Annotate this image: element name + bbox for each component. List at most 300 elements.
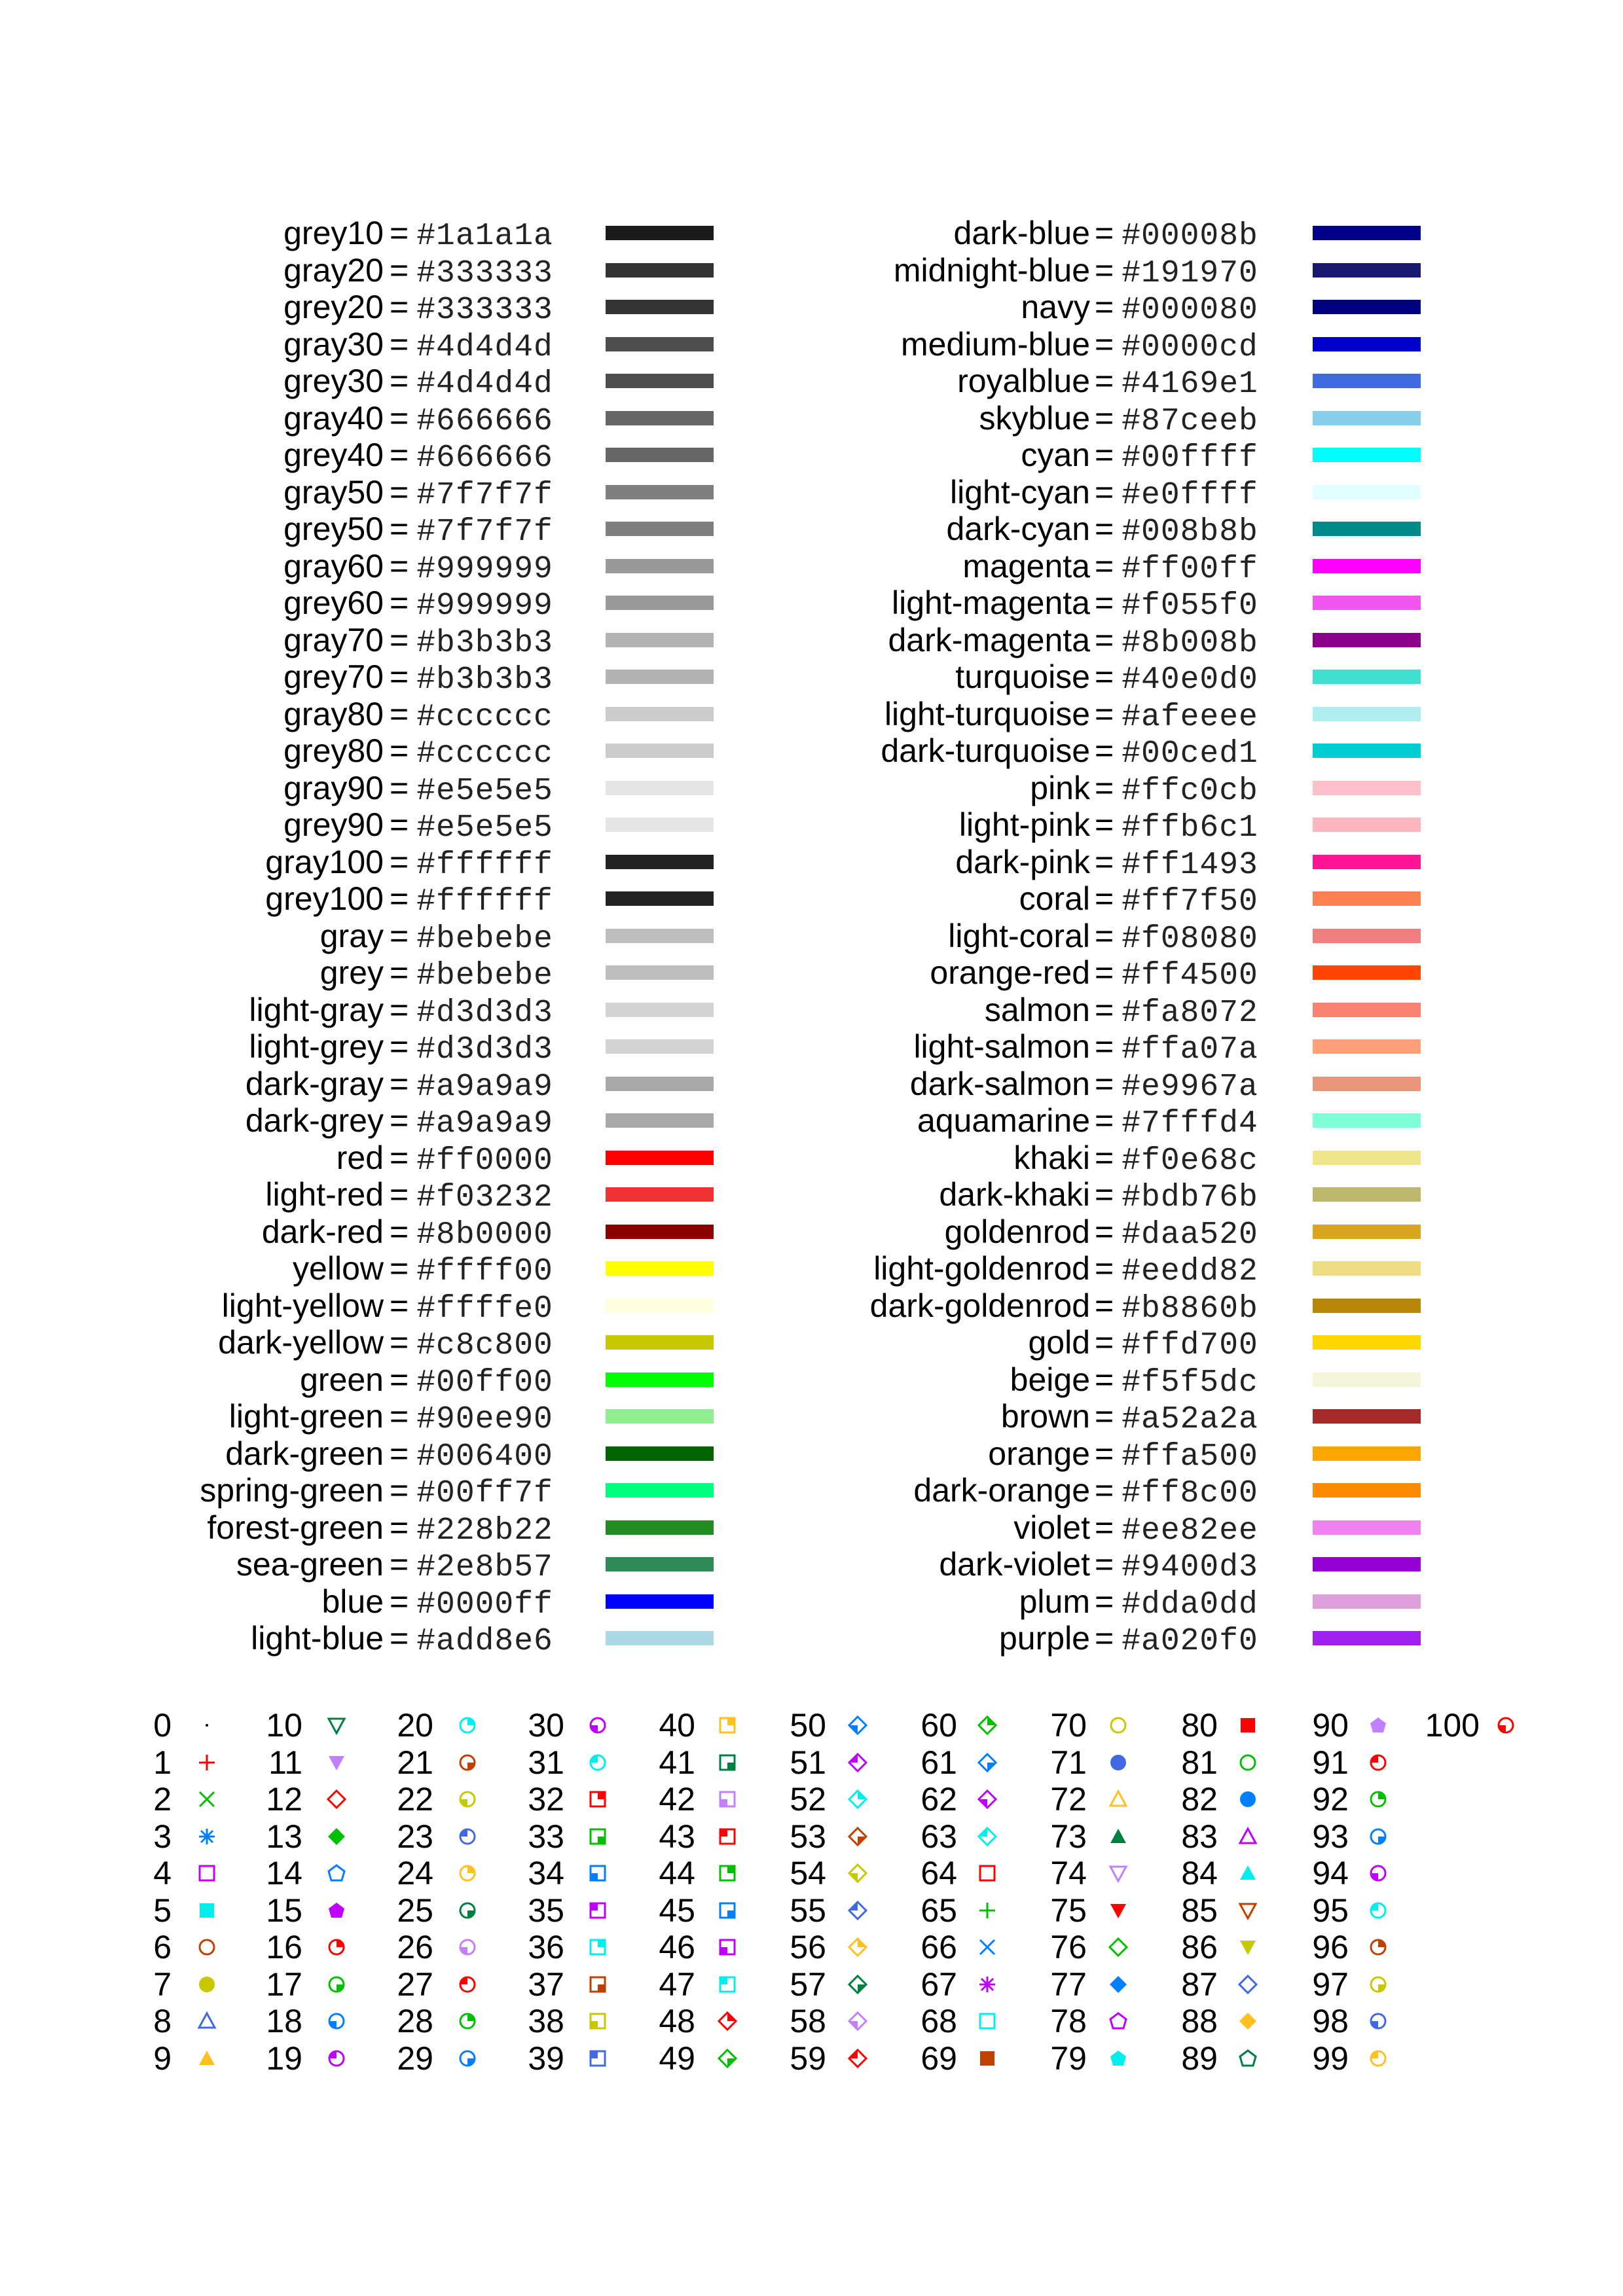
color-hex-group xyxy=(1095,1583,1258,1623)
point-type-number: 33 xyxy=(528,1818,564,1855)
point-type-number: 21 xyxy=(397,1744,433,1781)
point-type-number: 6 xyxy=(153,1929,172,1965)
point-type-number: 11 xyxy=(268,1744,302,1781)
color-hex-value: #4d4d4d xyxy=(416,367,553,402)
point-type-number: 79 xyxy=(1050,2039,1087,2077)
point-type-symbol xyxy=(1365,1860,1391,1886)
point-type-number: 31 xyxy=(528,1744,564,1781)
point-type-number: 34 xyxy=(528,1855,564,1892)
color-hex-group xyxy=(1095,732,1258,772)
color-hex-value: #00ced1 xyxy=(1122,736,1258,772)
color-swatch xyxy=(1313,263,1421,278)
point-type-number: 66 xyxy=(921,1929,957,1965)
color-name: dark-yellow xyxy=(218,1324,384,1361)
color-entry xyxy=(0,954,1623,994)
point-type-number: 71 xyxy=(1050,1744,1087,1781)
equals-sign: = xyxy=(390,1509,409,1546)
equals-sign: = xyxy=(390,1398,409,1435)
equals-sign: = xyxy=(390,215,409,251)
point-type-symbol xyxy=(1365,1786,1391,1812)
point-type-number: 3 xyxy=(153,1818,172,1855)
color-hex-value: #ffffe0 xyxy=(416,1291,553,1327)
color-swatch xyxy=(1313,1003,1421,1017)
equals-sign: = xyxy=(390,1324,409,1361)
color-name: dark-red xyxy=(261,1213,384,1250)
color-name: light-coral xyxy=(948,917,1090,954)
color-hex-group xyxy=(1095,658,1258,698)
color-name: grey40 xyxy=(283,437,384,473)
color-name: turquoise xyxy=(955,658,1090,695)
color-hex-value: #228b22 xyxy=(416,1513,553,1549)
color-entry xyxy=(0,1583,1623,1623)
color-hex-value: #e0ffff xyxy=(1122,477,1258,513)
color-name: pink xyxy=(1030,769,1090,806)
equals-sign: = xyxy=(390,1546,409,1583)
color-swatch xyxy=(1313,374,1421,388)
color-name: grey60 xyxy=(283,584,384,621)
color-hex-value: #ffffff xyxy=(416,884,553,920)
color-hex-value: #7f7f7f xyxy=(416,477,553,513)
color-name: sea-green xyxy=(236,1546,384,1583)
color-name: gray80 xyxy=(283,695,384,732)
point-type-entry xyxy=(0,1707,1623,1744)
color-entry xyxy=(0,511,1623,550)
color-hex-group xyxy=(1095,1066,1258,1105)
color-name: light-red xyxy=(265,1176,384,1213)
color-swatch xyxy=(1313,1225,1421,1239)
point-type-number: 82 xyxy=(1181,1781,1218,1818)
equals-sign: = xyxy=(1095,584,1114,621)
point-type-number: 67 xyxy=(921,1965,957,2003)
point-type-number: 78 xyxy=(1050,2003,1087,2039)
color-hex-value: #8b008b xyxy=(1122,625,1258,661)
point-type-number: 63 xyxy=(921,1818,957,1855)
point-type-number: 52 xyxy=(790,1781,826,1818)
color-hex-group xyxy=(1095,1509,1258,1549)
equals-sign: = xyxy=(1095,658,1114,695)
color-entry xyxy=(0,400,1623,437)
point-type-symbol xyxy=(1365,2045,1391,2072)
color-hex-group xyxy=(1095,289,1258,329)
color-hex-value: #333333 xyxy=(416,255,553,291)
color-hex-value: #8b0000 xyxy=(416,1217,553,1253)
color-name: light-gray xyxy=(249,991,384,1028)
point-type-number: 93 xyxy=(1312,1818,1349,1855)
color-name: dark-blue xyxy=(953,215,1090,251)
equals-sign: = xyxy=(390,1139,409,1176)
color-name: grey70 xyxy=(283,658,384,695)
equals-sign: = xyxy=(390,1620,409,1657)
color-hex-value: #333333 xyxy=(416,293,553,328)
color-name: light-blue xyxy=(251,1620,384,1657)
color-swatch xyxy=(1313,1299,1421,1313)
equals-sign: = xyxy=(1095,399,1114,437)
color-entry xyxy=(0,363,1623,402)
equals-sign: = xyxy=(390,1435,409,1472)
color-hex-value: #bdb76b xyxy=(1122,1180,1258,1215)
color-hex-group xyxy=(1095,511,1258,550)
point-type-symbol xyxy=(1493,1712,1519,1738)
color-hex-value: #4d4d4d xyxy=(416,329,553,365)
color-name: midnight-blue xyxy=(893,251,1090,289)
color-swatch xyxy=(1313,1113,1421,1128)
color-name: grey90 xyxy=(283,806,384,843)
color-name: dark-grey xyxy=(245,1102,384,1139)
color-hex-group xyxy=(1095,954,1258,994)
color-hex-value: #a9a9a9 xyxy=(416,1106,553,1141)
equals-sign: = xyxy=(390,473,409,511)
color-swatch xyxy=(1313,1335,1421,1350)
color-hex-value: #0000ff xyxy=(416,1587,553,1623)
color-hex-group xyxy=(1095,437,1258,476)
point-type-number: 29 xyxy=(397,2039,433,2077)
equals-sign: = xyxy=(390,1287,409,1324)
color-name: gold xyxy=(1028,1324,1090,1361)
point-type-number: 85 xyxy=(1181,1892,1218,1929)
equals-sign: = xyxy=(390,991,409,1028)
color-name: salmon xyxy=(984,991,1090,1028)
point-type-number: 50 xyxy=(790,1707,826,1744)
point-type-symbol xyxy=(1365,1749,1391,1776)
color-name: gray50 xyxy=(283,473,384,511)
color-name: light-green xyxy=(228,1398,384,1435)
color-name: violet xyxy=(1013,1509,1090,1546)
color-hex-value: #87ceeb xyxy=(1122,403,1258,439)
point-type-number: 65 xyxy=(921,1892,957,1929)
point-type-entry xyxy=(0,1855,1623,1892)
color-name: gray90 xyxy=(283,769,384,806)
color-hex-value: #00ff7f xyxy=(416,1476,553,1511)
color-name: medium-blue xyxy=(900,325,1090,363)
point-type-number: 39 xyxy=(528,2039,564,2077)
point-type-number: 36 xyxy=(528,1929,564,1965)
equals-sign: = xyxy=(390,1102,409,1139)
point-type-entry xyxy=(0,1781,1623,1818)
color-hex-value: #b3b3b3 xyxy=(416,625,553,661)
equals-sign: = xyxy=(1095,325,1114,363)
point-type-number: 30 xyxy=(528,1707,564,1744)
color-hex-value: #b3b3b3 xyxy=(416,662,553,698)
color-name: dark-turquoise xyxy=(881,732,1090,769)
point-type-number: 24 xyxy=(397,1855,433,1892)
color-name: light-grey xyxy=(249,1028,384,1065)
color-name: grey20 xyxy=(283,289,384,325)
color-hex-value: #ff00ff xyxy=(1122,551,1258,587)
color-hex-value: #ffff00 xyxy=(416,1254,553,1289)
point-type-number: 45 xyxy=(659,1892,695,1929)
color-entry xyxy=(0,1065,1623,1105)
equals-sign: = xyxy=(1095,1583,1114,1620)
color-name: spring-green xyxy=(200,1472,384,1509)
point-type-number: 9 xyxy=(153,2039,172,2077)
point-type-number: 74 xyxy=(1050,1855,1087,1892)
color-swatch xyxy=(1313,1446,1421,1461)
equals-sign: = xyxy=(390,1176,409,1213)
point-type-number: 81 xyxy=(1181,1744,1218,1781)
color-hex-value: #00ff00 xyxy=(416,1365,553,1401)
equals-sign: = xyxy=(1095,1250,1114,1287)
color-name: grey100 xyxy=(265,880,384,917)
color-name: gray xyxy=(319,917,384,954)
color-hex-value: #999999 xyxy=(416,588,553,624)
point-type-number: 40 xyxy=(659,1707,695,1744)
point-type-number: 28 xyxy=(397,2003,433,2039)
equals-sign: = xyxy=(1095,880,1114,917)
equals-sign: = xyxy=(1095,769,1114,806)
color-entry xyxy=(0,732,1623,772)
color-hex-group xyxy=(1095,918,1258,958)
color-hex-value: #a52a2a xyxy=(1122,1402,1258,1437)
color-hex-value: #666666 xyxy=(416,403,553,439)
point-type-number: 32 xyxy=(528,1781,564,1818)
equals-sign: = xyxy=(1095,215,1114,251)
color-name: royalblue xyxy=(957,363,1090,399)
point-type-number: 95 xyxy=(1312,1892,1349,1929)
color-hex-value: #fa8072 xyxy=(1122,995,1258,1031)
color-name: light-yellow xyxy=(221,1287,384,1324)
point-type-number: 37 xyxy=(528,1965,564,2003)
color-entry xyxy=(0,1324,1623,1361)
color-hex-group xyxy=(1095,1102,1258,1142)
point-type-number: 27 xyxy=(397,1965,433,2003)
point-type-number: 53 xyxy=(790,1818,826,1855)
color-entry xyxy=(0,474,1623,511)
point-type-entry xyxy=(0,2003,1623,2039)
point-type-number: 4 xyxy=(153,1855,172,1892)
point-type-number: 14 xyxy=(266,1855,302,1892)
color-hex-value: #1a1a1a xyxy=(416,219,553,254)
equals-sign: = xyxy=(1095,806,1114,843)
point-type-number: 77 xyxy=(1050,1965,1087,2003)
equals-sign: = xyxy=(1095,621,1114,658)
color-name: grey50 xyxy=(283,511,384,547)
color-name: purple xyxy=(999,1620,1090,1657)
color-name: gray70 xyxy=(283,621,384,658)
color-name: blue xyxy=(321,1583,384,1620)
color-swatch xyxy=(1313,1187,1421,1202)
color-hex-value: #006400 xyxy=(416,1439,553,1475)
color-swatch xyxy=(1313,485,1421,499)
point-type-number: 83 xyxy=(1181,1818,1218,1855)
color-entry xyxy=(0,917,1623,957)
point-type-number: 80 xyxy=(1181,1707,1218,1744)
color-entry xyxy=(0,326,1623,363)
color-hex-value: #2e8b57 xyxy=(416,1550,553,1585)
color-hex-value: #ff7f50 xyxy=(1122,884,1258,920)
color-hex-value: #a020f0 xyxy=(1122,1624,1258,1659)
equals-sign: = xyxy=(1095,1176,1114,1213)
color-hex-value: #f5f5dc xyxy=(1122,1365,1258,1401)
color-name: grey xyxy=(319,954,384,991)
color-hex-group xyxy=(1095,770,1258,810)
point-type-number: 38 xyxy=(528,2003,564,2039)
color-swatch xyxy=(1313,1594,1421,1609)
color-hex-value: #e5e5e5 xyxy=(416,773,553,809)
point-type-symbol xyxy=(1365,1897,1391,1924)
color-swatch xyxy=(1313,1261,1421,1276)
color-hex-group xyxy=(1095,1324,1258,1364)
color-hex-group xyxy=(1095,252,1258,292)
point-type-number: 99 xyxy=(1312,2039,1349,2077)
equals-sign: = xyxy=(390,880,409,917)
point-type-number: 5 xyxy=(153,1892,172,1929)
point-type-number: 26 xyxy=(397,1929,433,1965)
color-hex-group xyxy=(1095,548,1258,588)
point-type-number: 17 xyxy=(266,1965,302,2003)
equals-sign: = xyxy=(390,1583,409,1620)
point-type-number: 44 xyxy=(659,1855,695,1892)
point-type-number: 90 xyxy=(1312,1707,1349,1744)
point-type-entry xyxy=(0,1966,1623,2003)
point-type-number: 58 xyxy=(790,2003,826,2039)
color-entry xyxy=(0,289,1623,328)
point-type-number: 19 xyxy=(266,2039,302,2077)
color-name: dark-gray xyxy=(245,1065,384,1102)
equals-sign: = xyxy=(1095,251,1114,289)
color-hex-group xyxy=(1095,1620,1258,1660)
point-type-number: 68 xyxy=(921,2003,957,2039)
color-hex-group xyxy=(1095,806,1258,846)
color-name: red xyxy=(336,1139,384,1176)
point-type-number: 7 xyxy=(153,1965,172,2003)
equals-sign: = xyxy=(1095,437,1114,473)
color-entry xyxy=(0,806,1623,846)
color-hex-group xyxy=(1095,584,1258,624)
point-type-number: 98 xyxy=(1312,2003,1349,2039)
color-hex-value: #bebebe xyxy=(416,958,553,994)
equals-sign: = xyxy=(1095,991,1114,1028)
equals-sign: = xyxy=(1095,695,1114,732)
point-type-number: 55 xyxy=(790,1892,826,1929)
color-hex-value: #ffb6c1 xyxy=(1122,810,1258,846)
color-name: navy xyxy=(1021,289,1090,325)
color-hex-value: #daa520 xyxy=(1122,1217,1258,1253)
equals-sign: = xyxy=(1095,1287,1114,1324)
equals-sign: = xyxy=(390,584,409,621)
color-swatch xyxy=(1313,1039,1421,1054)
color-hex-group xyxy=(1095,400,1258,440)
point-type-number: 97 xyxy=(1312,1965,1349,2003)
point-type-number: 92 xyxy=(1312,1781,1349,1818)
color-entry xyxy=(0,843,1623,883)
color-swatch xyxy=(1313,670,1421,684)
equals-sign: = xyxy=(1095,473,1114,511)
color-hex-value: #e9967a xyxy=(1122,1069,1258,1105)
color-hex-value: #ff1493 xyxy=(1122,847,1258,883)
color-hex-group xyxy=(1095,474,1258,514)
color-hex-group xyxy=(1095,844,1258,884)
point-type-entry xyxy=(0,2040,1623,2077)
point-type-number: 94 xyxy=(1312,1855,1349,1892)
point-type-number: 23 xyxy=(397,1818,433,1855)
color-hex-value: #ff0000 xyxy=(416,1143,553,1179)
color-hex-value: #cccccc xyxy=(416,736,553,772)
equals-sign: = xyxy=(390,1213,409,1250)
point-type-number: 48 xyxy=(659,2003,695,2039)
color-hex-group xyxy=(1095,1250,1258,1290)
equals-sign: = xyxy=(390,1028,409,1065)
color-hex-value: #7fffd4 xyxy=(1122,1106,1258,1141)
color-name: goldenrod xyxy=(944,1213,1090,1250)
equals-sign: = xyxy=(390,399,409,437)
color-hex-value: #f055f0 xyxy=(1122,588,1258,624)
color-entry xyxy=(0,584,1623,624)
color-name: orange xyxy=(988,1435,1090,1472)
equals-sign: = xyxy=(1095,511,1114,547)
point-type-number: 96 xyxy=(1312,1929,1349,1965)
color-name: dark-orange xyxy=(913,1472,1090,1509)
color-name: gray20 xyxy=(283,251,384,289)
color-hex-group xyxy=(1095,1546,1258,1586)
color-swatch xyxy=(1313,1409,1421,1424)
equals-sign: = xyxy=(390,289,409,325)
point-type-number: 73 xyxy=(1050,1818,1087,1855)
point-type-symbol xyxy=(1365,2008,1391,2034)
color-entry xyxy=(0,991,1623,1031)
color-swatch xyxy=(1313,337,1421,351)
equals-sign: = xyxy=(390,325,409,363)
color-name: gray30 xyxy=(283,325,384,363)
equals-sign: = xyxy=(1095,917,1114,954)
color-hex-value: #afeeee xyxy=(1122,699,1258,735)
color-entry xyxy=(0,1546,1623,1583)
color-swatch xyxy=(1313,1151,1421,1165)
color-name: light-cyan xyxy=(950,473,1090,511)
color-name: dark-goldenrod xyxy=(869,1287,1090,1324)
point-type-number: 41 xyxy=(659,1744,695,1781)
equals-sign: = xyxy=(1095,1324,1114,1361)
color-name: grey80 xyxy=(283,732,384,769)
point-type-number: 13 xyxy=(266,1818,302,1855)
color-swatch xyxy=(1313,559,1421,573)
color-hex-group xyxy=(1095,1287,1258,1327)
point-type-number: 35 xyxy=(528,1892,564,1929)
color-swatch xyxy=(1313,855,1421,869)
color-hex-value: #40e0d0 xyxy=(1122,662,1258,698)
color-entry xyxy=(0,880,1623,920)
color-swatch xyxy=(1313,929,1421,943)
point-type-number: 86 xyxy=(1181,1929,1218,1965)
color-hex-value: #7f7f7f xyxy=(416,514,553,550)
equals-sign: = xyxy=(1095,1509,1114,1546)
point-type-number: 22 xyxy=(397,1781,433,1818)
color-hex-value: #d3d3d3 xyxy=(416,995,553,1031)
color-name: gray60 xyxy=(283,547,384,584)
color-hex-value: #4169e1 xyxy=(1122,367,1258,402)
equals-sign: = xyxy=(1095,1213,1114,1250)
equals-sign: = xyxy=(390,695,409,732)
color-entry xyxy=(0,621,1623,661)
color-hex-group xyxy=(1095,363,1258,403)
point-type-number: 12 xyxy=(266,1781,302,1818)
color-hex-value: #d3d3d3 xyxy=(416,1032,553,1067)
color-hex-value: #ff4500 xyxy=(1122,958,1258,994)
color-name: orange-red xyxy=(930,954,1090,991)
point-type-number: 64 xyxy=(921,1855,957,1892)
point-type-entry xyxy=(0,1892,1623,1929)
point-type-symbol xyxy=(1365,1823,1391,1850)
color-swatch xyxy=(1313,707,1421,721)
color-swatch xyxy=(1313,1483,1421,1498)
color-hex-value: #9400d3 xyxy=(1122,1550,1258,1585)
point-type-number: 10 xyxy=(266,1707,302,1744)
color-hex-group xyxy=(1095,326,1258,366)
color-name: dark-pink xyxy=(955,843,1090,880)
color-name: beige xyxy=(1010,1361,1090,1398)
color-hex-group xyxy=(1095,1435,1258,1475)
point-type-number: 2 xyxy=(153,1781,172,1818)
point-type-number: 8 xyxy=(153,2003,172,2039)
